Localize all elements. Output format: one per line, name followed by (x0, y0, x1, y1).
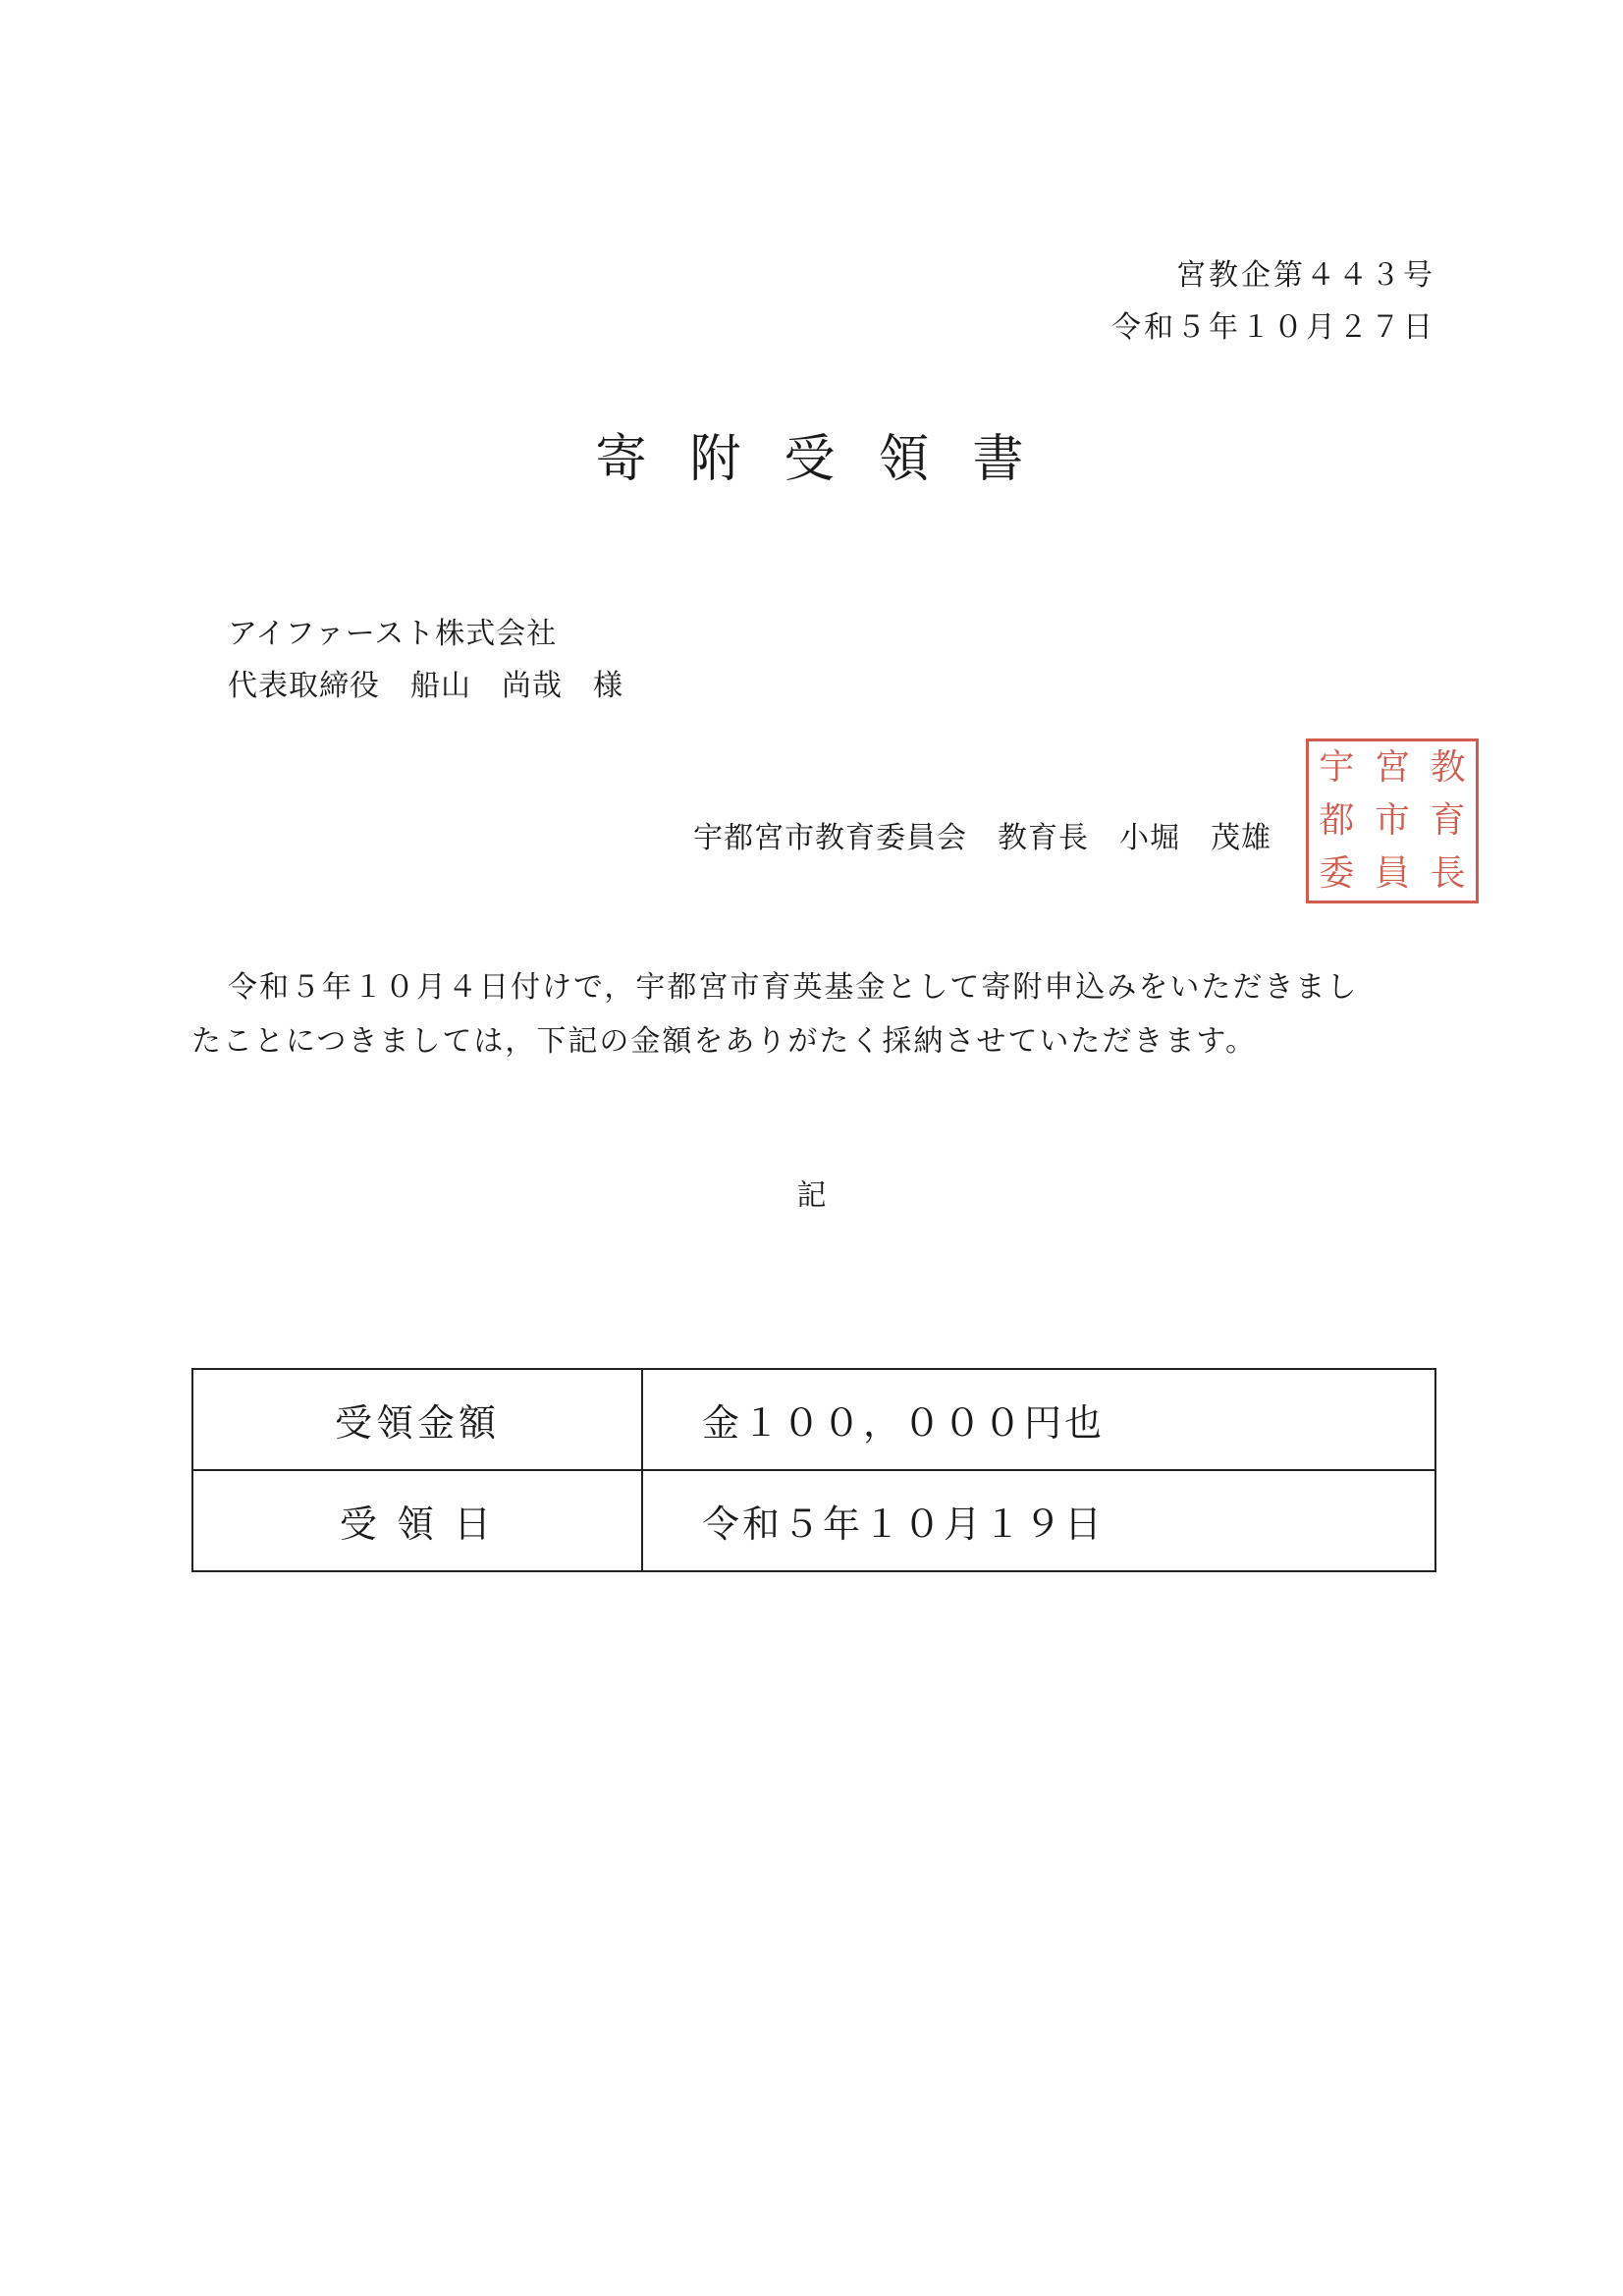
table-row-amount (192, 1369, 1435, 1470)
seal-char: 教 (1430, 747, 1466, 788)
body-text-line-1: 令和５年１０月４日付けで，宇都宮市育英基金として寄附申込みをいただきまし (228, 970, 1359, 1005)
issuer-name: 宇都宮市教育委員会 教育長 小堀 茂雄 (693, 821, 1271, 855)
recipient-representative: 代表取締役 船山 尚哉 様 (228, 669, 623, 703)
issue-date: 令和５年１０月２７日 (1111, 310, 1435, 345)
seal-char: 市 (1374, 800, 1410, 841)
seal-char: 宮 (1374, 747, 1410, 788)
amount-value: 金１００，０００円也 (642, 1369, 1435, 1470)
receipt-table (191, 1368, 1436, 1572)
official-seal-stamp (1306, 738, 1479, 903)
seal-char: 都 (1319, 800, 1355, 841)
seal-char: 員 (1374, 853, 1410, 894)
amount-label: 受領金額 (334, 1401, 500, 1445)
date-value: 令和５年１０月１９日 (642, 1470, 1435, 1571)
seal-char: 委 (1319, 853, 1355, 894)
amount-label-cell (192, 1369, 642, 1470)
date-label-cell (192, 1470, 642, 1571)
date-label: 受 領 日 (339, 1503, 496, 1546)
document-title: 寄附受領書 (595, 430, 1067, 489)
ki-heading: 記 (796, 1178, 827, 1213)
recipient-company: アイファースト株式会社 (228, 617, 558, 651)
seal-char: 育 (1430, 800, 1466, 841)
seal-char: 宇 (1319, 747, 1355, 788)
document-number: 宮教企第４４３号 (1176, 258, 1435, 293)
seal-char: 長 (1430, 853, 1466, 894)
body-text-line-2: たことにつきましては，下記の金額をありがたく採納させていただきます。 (191, 1024, 1257, 1059)
table-row-date (192, 1470, 1435, 1571)
